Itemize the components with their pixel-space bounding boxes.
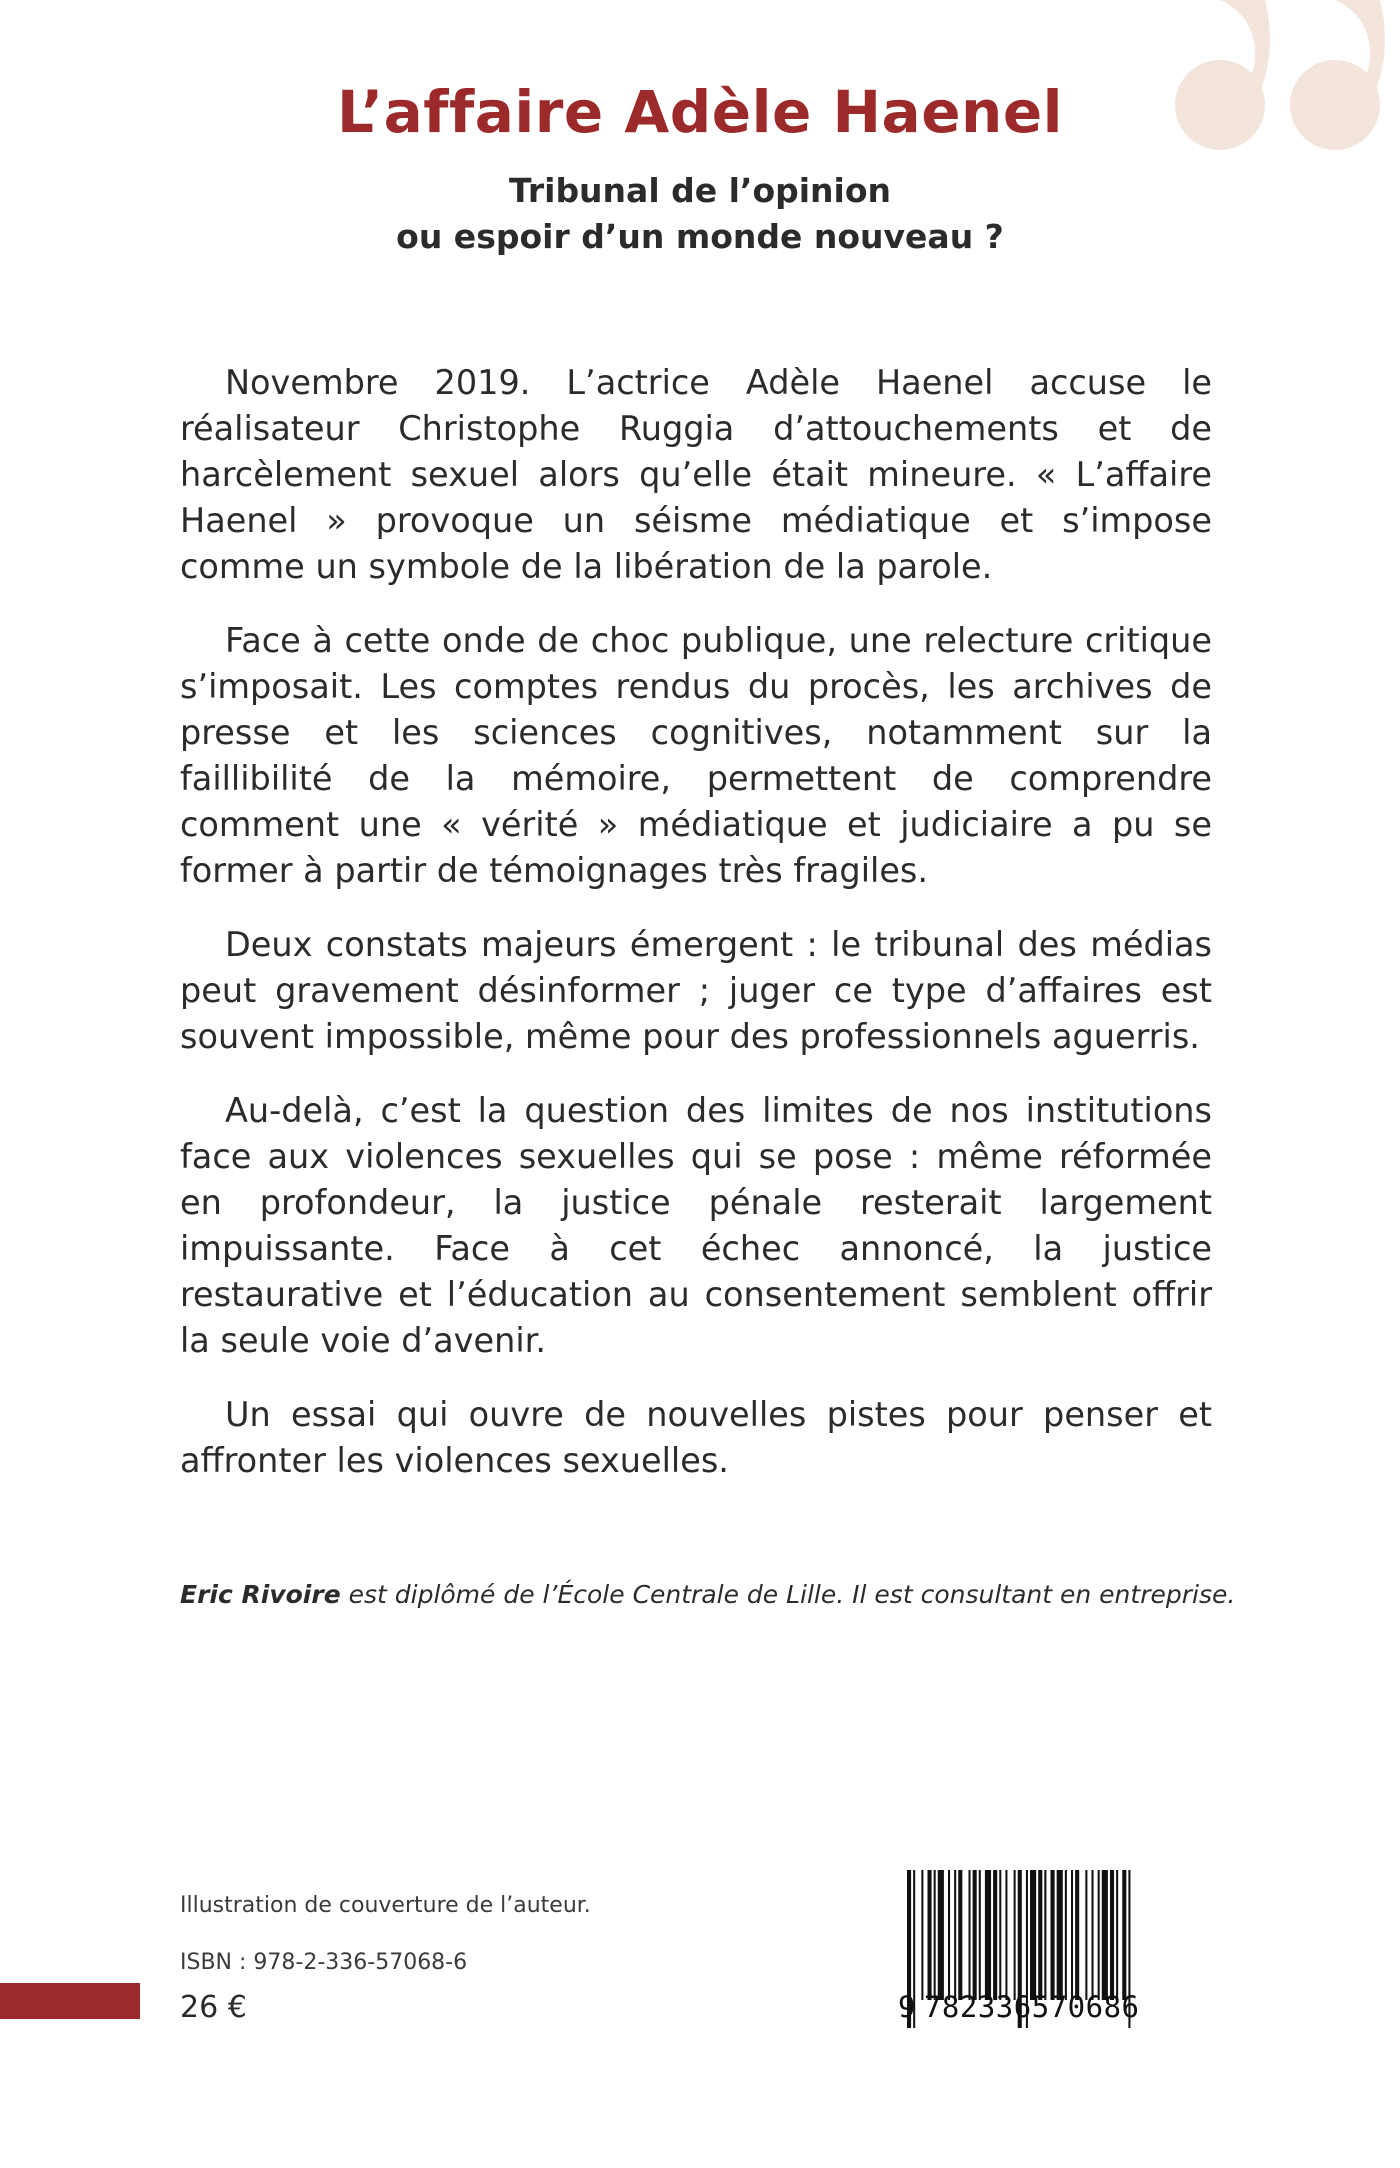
author-name: Eric Rivoire bbox=[180, 1580, 341, 1609]
illustration-credit: Illustration de couverture de l’auteur. bbox=[180, 1893, 591, 1918]
barcode-bar bbox=[1092, 1870, 1094, 2000]
blurb-paragraph: Au-delà, c’est la question des limites de nos institutions face aux violences sexuelles qui se pose : même réformée en profondeur, la justice pénale resterait largement impuissante. Face à cet échec annoncé, la justice restaurative et l’éducation au consentement semblent offrir la seule voie d’avenir. bbox=[180, 1091, 1212, 1360]
barcode-bar bbox=[1071, 1870, 1073, 2000]
barcode-bar bbox=[954, 1870, 956, 2000]
accent-bar bbox=[0, 1983, 140, 2019]
subtitle-line-1: Tribunal de l’opinion bbox=[508, 171, 892, 210]
barcode-bar bbox=[1057, 1870, 1063, 2000]
blurb-paragraph: Un essai qui ouvre de nouvelles pistes pour penser et affronter les violences sexuelles. bbox=[180, 1395, 1212, 1480]
barcode-bar bbox=[973, 1870, 977, 2000]
barcode-bar bbox=[999, 1870, 1001, 2000]
author-bio-text: est diplômé de l’École Centrale de Lille. Il est consultant en entreprise. bbox=[340, 1580, 1236, 1609]
barcode-bar bbox=[1014, 1870, 1016, 2000]
barcode-bar bbox=[1075, 1870, 1079, 2000]
barcode-bar bbox=[979, 1870, 981, 2000]
barcode-bar bbox=[938, 1870, 944, 2000]
price: 26 € bbox=[180, 1990, 247, 2025]
barcode-bar bbox=[928, 1870, 932, 2000]
barcode-bar bbox=[1030, 1870, 1036, 2000]
barcode-bar bbox=[1102, 1870, 1108, 2000]
barcode-bar bbox=[1110, 1870, 1114, 2000]
barcode-bar bbox=[993, 1870, 997, 2000]
barcode-bar bbox=[921, 1870, 923, 2000]
barcode-bar bbox=[948, 1870, 950, 2000]
barcode-bar bbox=[934, 1870, 936, 2000]
book-title: L’affaire Adèle Haenel bbox=[336, 78, 1064, 146]
subtitle-line-2: ou espoir d’un monde nouveau ? bbox=[396, 217, 1004, 256]
blurb-paragraph: Deux constats majeurs émergent : le tribunal des médias peut gravement désinformer ; juger ce type d’affaires est souvent impossible, même pour des professionnels aguerris. bbox=[180, 925, 1212, 1056]
barcode-bar bbox=[1065, 1870, 1067, 2000]
isbn: ISBN : 978-2-336-57068-6 bbox=[180, 1950, 468, 1975]
barcode-digits-rest: 782336570686 bbox=[923, 1990, 1140, 2024]
blurb-paragraph: Novembre 2019. L’actrice Adèle Haenel accuse le réalisateur Christophe Ruggia d’attouchements et de harcèlement sexuel alors qu’elle était mineure. « L’affaire Haenel » provoque un séisme médiatique et s’impose comme un symbole de la libération de la parole. bbox=[180, 363, 1212, 586]
barcode-bar bbox=[1005, 1870, 1007, 2000]
barcode-digits bbox=[898, 1990, 1218, 2024]
barcode-bar bbox=[1116, 1870, 1118, 2000]
barcode-bar bbox=[1085, 1870, 1087, 2000]
book-subtitle bbox=[0, 168, 1400, 260]
barcode-bar bbox=[1098, 1870, 1100, 2000]
barcode-bar bbox=[958, 1870, 962, 2000]
blurb bbox=[180, 360, 1212, 1512]
blurb-paragraph: Face à cette onde de choc publique, une relecture critique s’imposait. Les comptes rendus du procès, les archives de presse et les sciences cognitives, notamment sur la faillibilité de la mémoire, permettent de comprendre comment une « vérité » médiatique et judiciaire a pu se former à partir de témoignages très fragiles. bbox=[180, 621, 1212, 890]
barcode-first-digit: 9 bbox=[898, 1990, 916, 2024]
barcode-bar bbox=[1038, 1870, 1042, 2000]
barcode-bar bbox=[1122, 1870, 1126, 2000]
barcode-bar bbox=[985, 1870, 991, 2000]
barcode-bar bbox=[969, 1870, 971, 2000]
barcode-bar bbox=[1044, 1870, 1046, 2000]
barcode-bar bbox=[1051, 1870, 1055, 2000]
author-bio bbox=[180, 1580, 1280, 1609]
